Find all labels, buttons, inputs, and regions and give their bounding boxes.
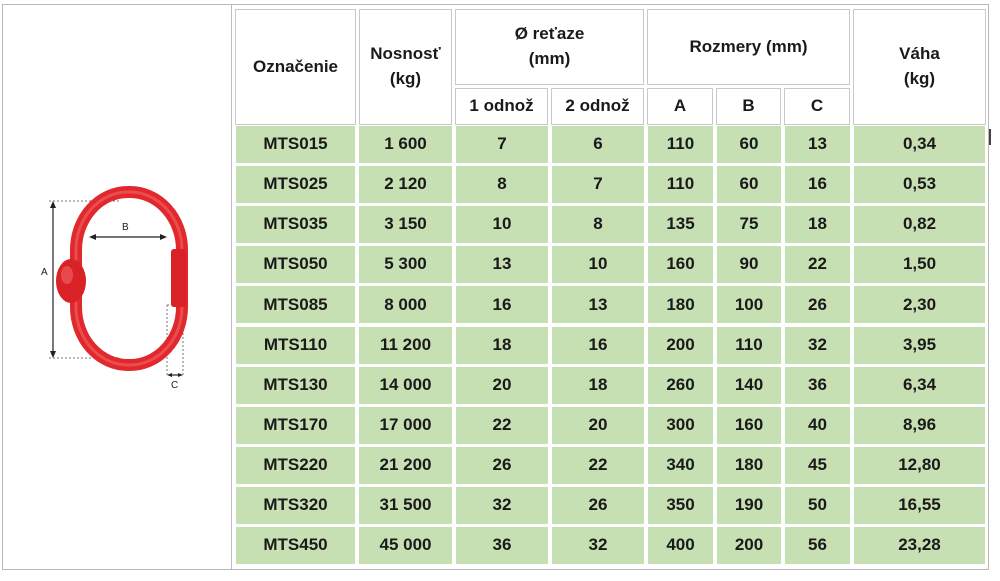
cell-two-legs: 16 (551, 326, 645, 365)
cell-weight: 0,53 (853, 165, 986, 204)
cell-weight: 1,50 (853, 245, 986, 284)
cell-weight: 16,55 (853, 486, 986, 525)
cell-b: 200 (716, 526, 782, 565)
cell-c: 16 (784, 165, 851, 204)
cell-code: MTS170 (235, 406, 356, 445)
cell-b: 60 (716, 165, 782, 204)
cell-a: 160 (647, 245, 714, 284)
cell-b: 160 (716, 406, 782, 445)
cell-two-legs: 6 (551, 125, 645, 164)
cell-code: MTS450 (235, 526, 356, 565)
cell-weight: 8,96 (853, 406, 986, 445)
cell-a: 135 (647, 205, 714, 244)
cell-a: 200 (647, 326, 714, 365)
cell-capacity: 1 600 (358, 125, 453, 164)
cell-c: 32 (784, 326, 851, 365)
cell-weight: 3,95 (853, 326, 986, 365)
cell-one-leg: 22 (455, 406, 549, 445)
header-one-leg: 1 odnož (455, 88, 548, 125)
cell-capacity: 5 300 (358, 245, 453, 284)
cell-b: 60 (716, 125, 782, 164)
product-image-cell (3, 5, 232, 569)
cell-a: 400 (647, 526, 714, 565)
cell-weight: 0,82 (853, 205, 986, 244)
cell-c: 13 (784, 125, 851, 164)
cell-one-leg: 13 (455, 245, 549, 284)
cell-c: 22 (784, 245, 851, 284)
cell-weight: 23,28 (853, 526, 986, 565)
cell-capacity: 31 500 (358, 486, 453, 525)
header-capacity: Nosnosť (kg) (359, 9, 452, 125)
cell-two-legs: 13 (551, 285, 645, 324)
cell-code: MTS220 (235, 446, 356, 485)
cell-c: 40 (784, 406, 851, 445)
cell-two-legs: 18 (551, 366, 645, 405)
header-dimension-c: C (784, 88, 850, 125)
dimension-a-label: A (41, 267, 48, 278)
cell-one-leg: 8 (455, 165, 549, 204)
cell-weight: 12,80 (853, 446, 986, 485)
cell-b: 180 (716, 446, 782, 485)
cell-capacity: 11 200 (358, 326, 453, 365)
cell-c: 18 (784, 205, 851, 244)
cell-one-leg: 32 (455, 486, 549, 525)
header-dimension-a: A (647, 88, 713, 125)
header-dimensions: Rozmery (mm) (647, 9, 850, 85)
cell-one-leg: 10 (455, 205, 549, 244)
cell-a: 260 (647, 366, 714, 405)
master-link-diagram (3, 5, 232, 569)
cell-a: 300 (647, 406, 714, 445)
cell-code: MTS110 (235, 326, 356, 365)
header-weight: Váha (kg) (853, 9, 986, 125)
cell-b: 90 (716, 245, 782, 284)
cell-code: MTS035 (235, 205, 356, 244)
cell-c: 56 (784, 526, 851, 565)
cell-weight: 6,34 (853, 366, 986, 405)
cell-code: MTS015 (235, 125, 356, 164)
cell-code: MTS025 (235, 165, 356, 204)
cell-capacity: 17 000 (358, 406, 453, 445)
cell-code: MTS130 (235, 366, 356, 405)
cell-one-leg: 36 (455, 526, 549, 565)
cell-code: MTS320 (235, 486, 356, 525)
cell-a: 350 (647, 486, 714, 525)
header-chain-diameter: Ø reťaze (mm) (455, 9, 644, 85)
cell-a: 180 (647, 285, 714, 324)
header-designation: Označenie (235, 9, 356, 125)
cell-b: 110 (716, 326, 782, 365)
cell-c: 36 (784, 366, 851, 405)
dimension-b-label: B (122, 222, 129, 233)
cell-two-legs: 8 (551, 205, 645, 244)
cell-two-legs: 26 (551, 486, 645, 525)
cell-capacity: 14 000 (358, 366, 453, 405)
cell-c: 50 (784, 486, 851, 525)
header-dimension-b: B (716, 88, 781, 125)
cell-b: 190 (716, 486, 782, 525)
cell-code: MTS050 (235, 245, 356, 284)
cell-weight: 2,30 (853, 285, 986, 324)
cell-capacity: 45 000 (358, 526, 453, 565)
cell-one-leg: 16 (455, 285, 549, 324)
cell-one-leg: 26 (455, 446, 549, 485)
cell-capacity: 3 150 (358, 205, 453, 244)
cell-a: 340 (647, 446, 714, 485)
cell-two-legs: 10 (551, 245, 645, 284)
dimension-c-label: C (171, 380, 179, 391)
cell-capacity: 21 200 (358, 446, 453, 485)
cell-one-leg: 20 (455, 366, 549, 405)
cell-two-legs: 32 (551, 526, 645, 565)
cell-a: 110 (647, 125, 714, 164)
cell-capacity: 2 120 (358, 165, 453, 204)
cell-capacity: 8 000 (358, 285, 453, 324)
cell-b: 100 (716, 285, 782, 324)
cell-code: MTS085 (235, 285, 356, 324)
cell-c: 26 (784, 285, 851, 324)
cell-two-legs: 7 (551, 165, 645, 204)
cell-one-leg: 7 (455, 125, 549, 164)
edge-marker (989, 129, 991, 145)
master-link-shape (56, 192, 186, 365)
cell-b: 140 (716, 366, 782, 405)
cell-weight: 0,34 (853, 125, 986, 164)
cell-two-legs: 20 (551, 406, 645, 445)
cell-two-legs: 22 (551, 446, 645, 485)
cell-one-leg: 18 (455, 326, 549, 365)
header-two-legs: 2 odnož (551, 88, 644, 125)
cell-a: 110 (647, 165, 714, 204)
cell-b: 75 (716, 205, 782, 244)
cell-c: 45 (784, 446, 851, 485)
